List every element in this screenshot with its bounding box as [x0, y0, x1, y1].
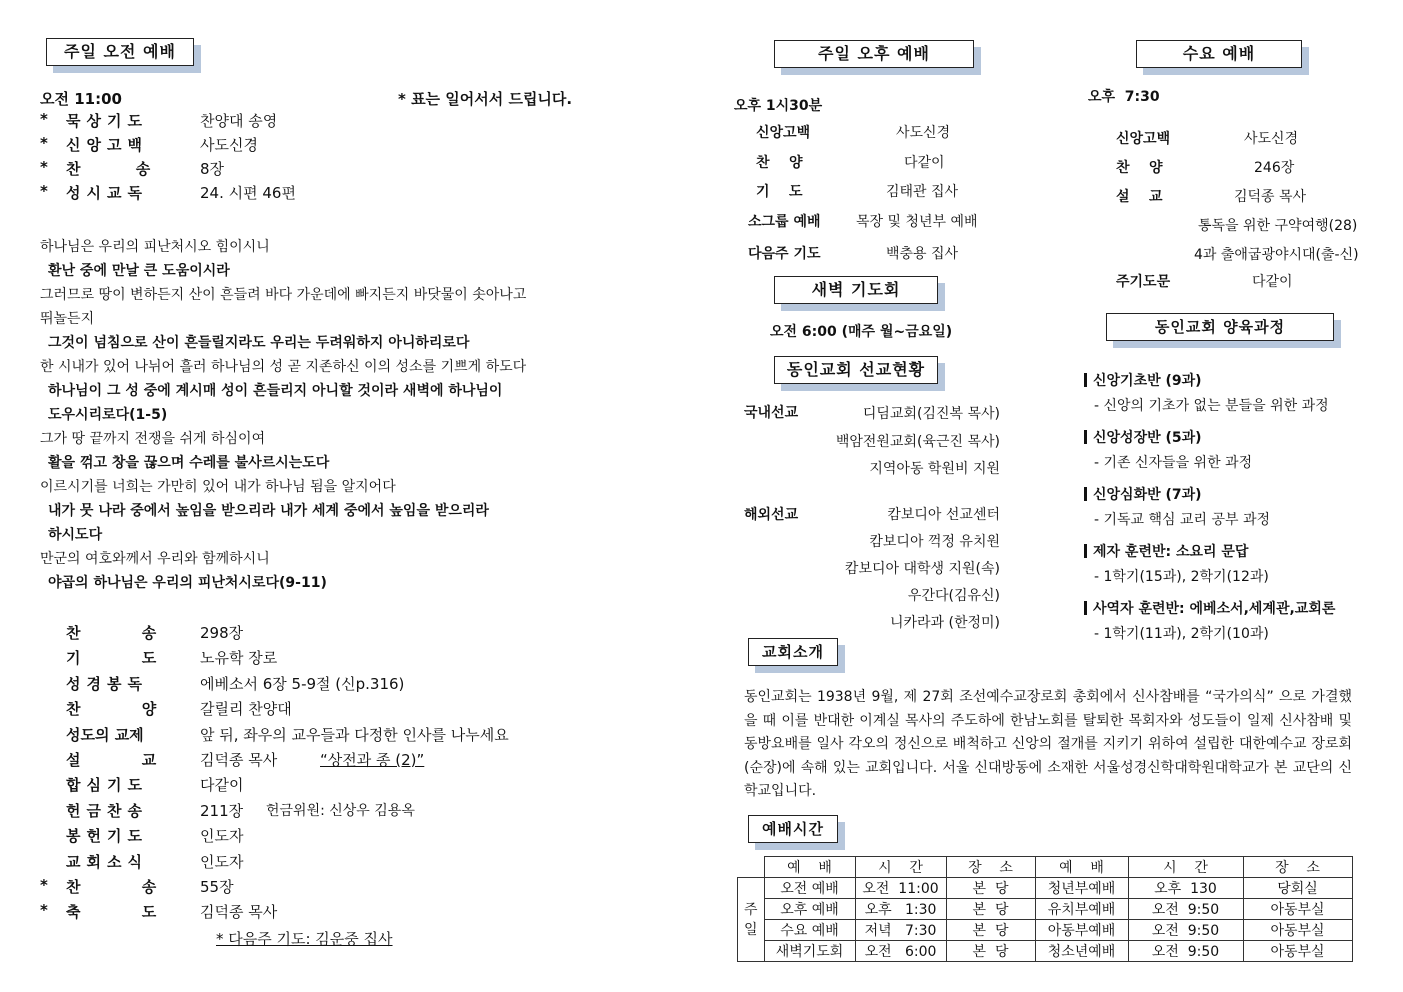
- order-value: 에베소서 6장 5-9절 (신p.316): [200, 674, 405, 693]
- table-cell: 아동부실: [1243, 920, 1352, 941]
- order-item: [1116, 186, 1366, 215]
- table-cell: 오후 1:30: [855, 899, 946, 920]
- dawn-prayer-title: 새벽 기도회: [774, 276, 938, 304]
- mission-item: 캄보디아 꺽정 유치원: [869, 534, 1000, 550]
- course-name: 사역자 훈련반: 에베소서,세계관,교회론: [1093, 601, 1336, 617]
- course-name: 신앙성장반 (5과): [1093, 430, 1202, 446]
- mission-item: 지역아동 학원비 지원: [869, 461, 1000, 477]
- psalm-line: 야곱의 하나님은 우리의 피난처시로다(9-11): [48, 575, 327, 591]
- order-label: 성경봉독: [66, 674, 148, 693]
- order-value: 김덕종 목사: [1234, 189, 1307, 205]
- order-value: 김태관 집사: [886, 184, 959, 200]
- stand-mark: *: [40, 134, 48, 152]
- course-item: [1084, 598, 1384, 655]
- order-value: 갈릴리 찬양대: [200, 700, 292, 719]
- order-label: 찬 송: [66, 160, 157, 178]
- table-cell: 오후 130: [1128, 878, 1243, 899]
- psalm-line: 그러므로 땅이 변하든지 산이 흔들려 바다 가운데에 빠지든지 바닷물이 솟아나고: [40, 287, 527, 303]
- lords-prayer-label: 주기도문: [1116, 274, 1171, 290]
- psalm-line: 하나님은 우리의 피난처시오 힘이시니: [40, 239, 270, 255]
- table-header: 장 소: [946, 857, 1035, 878]
- table-row: [738, 941, 1353, 962]
- schedule-title: 예배시간: [748, 815, 838, 843]
- afternoon-time: 오후 1시30분: [734, 98, 823, 114]
- order-value: 다같이: [904, 154, 945, 171]
- order-value: 24. 시편 46편: [200, 184, 296, 202]
- table-cell: 청소년예배: [1035, 941, 1128, 962]
- order-value: 찬양대 송영: [200, 112, 278, 130]
- order-item: [40, 876, 640, 901]
- table-cell: 유치부예배: [1035, 899, 1128, 920]
- order-value: 8장: [200, 160, 225, 178]
- table-cell: 수요 예배: [764, 920, 855, 941]
- order-value: 김덕종 목사: [200, 750, 278, 769]
- order-label: 신앙고백: [756, 125, 811, 141]
- order-item: [744, 152, 1014, 182]
- overseas-mission-list: [800, 502, 1000, 637]
- order-item: [744, 243, 1014, 273]
- order-value: 사도신경: [1244, 131, 1299, 147]
- table-row: [738, 920, 1353, 941]
- table-cell: 아동부실: [1243, 941, 1352, 962]
- order-value: 55장: [200, 877, 234, 896]
- psalm-line: 환난 중에 만날 큰 도움이시라: [48, 263, 230, 279]
- table-header: 시 간: [1128, 857, 1243, 878]
- table-corner: [738, 857, 765, 878]
- table-header: 예 배: [1035, 857, 1128, 878]
- table-cell: 오전 11:00: [855, 878, 946, 899]
- order-value: 김덕종 목사: [200, 903, 278, 922]
- stand-mark: *: [40, 182, 48, 200]
- order-item: [744, 211, 1014, 243]
- wednesday-order: [1116, 128, 1366, 215]
- morning-worship-title: 주일 오전 예배: [46, 38, 194, 66]
- table-cell: 오전 9:50: [1128, 899, 1243, 920]
- order-label: 묵상기도: [66, 112, 148, 130]
- table-cell: 오후 예배: [764, 899, 855, 920]
- table-row: [738, 899, 1353, 920]
- order-item: [1116, 157, 1366, 186]
- order-label: 설 교: [66, 750, 163, 769]
- church-intro-text: 동인교회는 1938년 9월, 제 27회 조선예수교장로회 총회에서 신사참배를 “국가의식” 으로 가결했을 때 이를 반대한 이계실 목사의 주도하에 한남노회를 탈퇴한 목회자와 성도들이 일제 신사참배 및 동방요배를 일사 각오의 정신으로 배척하고 신앙의 절개를 지키기 위하여 설립한 대한예수교 장로회(순장)에 속해 있는 교회입니다. 서울 신대방동에 소재한 서울성경신학대학원대학교가 본 교단의 신학교입니다.: [744, 689, 1352, 799]
- order-item: [40, 825, 640, 850]
- domestic-mission-label: 국내선교: [744, 405, 799, 421]
- order-label: 성도의 교제: [66, 725, 144, 744]
- order-value: 298장: [200, 624, 244, 642]
- morning-worship-time: 오전 11:00: [40, 90, 122, 108]
- table-cell: 본 당: [946, 941, 1035, 962]
- order-label: 찬 양: [1116, 160, 1163, 176]
- order-value: 사도신경: [896, 125, 951, 141]
- mission-item: 디딤교회(김진복 목사): [862, 406, 1000, 422]
- order-item: [40, 749, 640, 774]
- stand-mark: *: [40, 901, 48, 920]
- stand-note: * 표는 일어서서 드립니다.: [398, 90, 573, 108]
- order-item: [40, 182, 296, 202]
- mission-item: 캄보디아 선교센터: [887, 507, 1000, 523]
- order-item: [40, 724, 640, 749]
- stand-mark: *: [40, 158, 48, 176]
- course-desc: - 기존 신자들을 위한 과정: [1094, 455, 1253, 471]
- wednesday-sermon-series: 통독을 위한 구약여행(28): [1198, 218, 1358, 234]
- mission-item: 캄보디아 대학생 지원(속): [844, 561, 1000, 577]
- table-cell: 아동부실: [1243, 899, 1352, 920]
- order-label: 합심기도: [66, 776, 148, 795]
- order-item: [40, 774, 640, 799]
- psalm-line: 내가 뭇 나라 중에서 높임을 받으리라 내가 세계 중에서 높임을 받으리라: [48, 503, 489, 519]
- table-cell: 당회실: [1243, 878, 1352, 899]
- bullet-bar-icon: [1084, 487, 1087, 501]
- table-header: 시 간: [855, 857, 946, 878]
- table-header: 장 소: [1243, 857, 1352, 878]
- order-item: [40, 800, 640, 825]
- order-value: 목장 및 청년부 예배: [856, 213, 978, 230]
- bullet-bar-icon: [1084, 430, 1087, 444]
- order-item: [40, 698, 640, 723]
- psalm-line: 하시도다: [48, 527, 103, 543]
- order-value: 앞 뒤, 좌우의 교우들과 다정한 인사를 나누세요: [200, 725, 509, 744]
- order-label: 신앙고백: [66, 136, 148, 154]
- table-cell: 오전 9:50: [1128, 920, 1243, 941]
- course-desc: - 신앙의 기초가 없는 분들을 위한 과정: [1094, 398, 1329, 414]
- table-cell: 오전 9:50: [1128, 941, 1243, 962]
- table-cell: 오전 예배: [764, 878, 855, 899]
- table-cell: 아동부예배: [1035, 920, 1128, 941]
- psalm-line: 하나님이 그 성 중에 계시매 성이 흔들리지 아니할 것이라 새벽에 하나님이: [48, 383, 503, 399]
- lords-prayer-value: 다같이: [1252, 274, 1293, 290]
- wednesday-sermon-lesson: 4과 출애굽광야시대(출-신): [1194, 247, 1359, 263]
- courses-list: [1084, 370, 1384, 655]
- order-value: 인도자: [200, 852, 244, 871]
- overseas-mission-label: 해외선교: [744, 507, 799, 523]
- course-item: [1084, 484, 1384, 541]
- table-cell: 새벽기도회: [764, 941, 855, 962]
- afternoon-order: [744, 122, 1014, 272]
- table-cell: 청년부예배: [1035, 878, 1128, 899]
- order-item: [40, 134, 258, 154]
- table-cell: 본 당: [946, 878, 1035, 899]
- sermon-title: “상전과 종 (2)”: [320, 750, 425, 769]
- course-name: 신앙심화반 (7과): [1093, 487, 1202, 503]
- course-desc: - 1학기(15과), 2학기(12과): [1094, 569, 1269, 585]
- order-item: [40, 647, 640, 672]
- order-item: [40, 673, 640, 698]
- order-label: 기 도: [66, 649, 163, 668]
- order-item: [40, 851, 640, 876]
- table-header: 예 배: [764, 857, 855, 878]
- order-item: [744, 181, 1014, 211]
- order-label: 성시교독: [66, 184, 148, 202]
- psalm-line: 이르시기를 너희는 가만히 있어 내가 하나님 됨을 알지어다: [40, 479, 396, 495]
- mission-title: 동인교회 선교현황: [774, 356, 938, 384]
- order-value: 다같이: [200, 776, 244, 795]
- psalm-line: 만군의 여호와께서 우리와 함께하시니: [40, 551, 270, 567]
- psalm-line: 그가 땅 끝까지 전쟁을 쉬게 하심이여: [40, 431, 266, 447]
- course-name: 제자 훈련반: 소요리 문답: [1093, 544, 1249, 560]
- mission-item: 니카라과 (한정미): [889, 615, 1000, 631]
- psalm-reading: [40, 235, 620, 595]
- afternoon-worship-title: 주일 오후 예배: [774, 40, 974, 68]
- order-label: 신앙고백: [1116, 131, 1171, 147]
- order-label: 찬 양: [756, 154, 803, 171]
- order-item: [40, 901, 640, 926]
- order-item: [1116, 128, 1366, 157]
- course-item: [1084, 427, 1384, 484]
- mission-item: 백암전원교회(육근진 목사): [835, 433, 1000, 450]
- schedule-table: [737, 856, 1353, 962]
- order-label: 교회소식: [66, 852, 148, 871]
- table-cell: 본 당: [946, 920, 1035, 941]
- table-row: [738, 878, 1353, 899]
- order-label: 축 도: [66, 903, 163, 922]
- order-label: 기 도: [756, 184, 803, 200]
- sunday-side-label: 주일: [738, 878, 765, 962]
- wednesday-worship-title: 수요 예배: [1136, 40, 1302, 68]
- order-label: 설 교: [1116, 189, 1163, 205]
- church-intro-title: 교회소개: [748, 638, 838, 666]
- psalm-line: 한 시내가 있어 나뉘어 흘러 하나님의 성 곧 지존하신 이의 성소를 기쁘게 하도다: [40, 359, 527, 375]
- bullet-bar-icon: [1084, 544, 1087, 558]
- psalm-line: 도우시리로다(1-5): [48, 407, 168, 423]
- next-week-prayer: * 다음주 기도: 김운중 집사: [216, 930, 393, 948]
- course-item: [1084, 370, 1384, 427]
- order-value: 노유학 장로: [200, 649, 278, 668]
- course-desc: - 기독교 핵심 교리 공부 과정: [1094, 512, 1271, 528]
- order-item: [744, 122, 1014, 152]
- course-item: [1084, 541, 1384, 598]
- mission-item: 우간다(김유신): [907, 588, 1000, 604]
- order-label: 찬 송: [66, 624, 163, 642]
- wednesday-time: 오후 7:30: [1088, 89, 1160, 105]
- course-desc: - 1학기(11과), 2학기(10과): [1094, 626, 1269, 642]
- order-bottom-list: [40, 622, 640, 927]
- bullet-bar-icon: [1084, 601, 1087, 615]
- table-cell: 오전 6:00: [855, 941, 946, 962]
- order-item: [40, 622, 640, 647]
- stand-mark: *: [40, 875, 48, 894]
- psalm-line: 그것이 넘침으로 산이 흔들릴지라도 우리는 두려워하지 아니하리로다: [48, 335, 470, 351]
- stand-mark: *: [40, 110, 48, 128]
- psalm-line: 뛰놀든지: [40, 311, 95, 327]
- table-cell: 본 당: [946, 899, 1035, 920]
- psalm-line: 활을 꺾고 창을 끊으며 수레를 불사르시는도다: [48, 455, 330, 471]
- order-label: 찬 양: [66, 700, 163, 719]
- order-label: 봉헌기도: [66, 827, 148, 846]
- order-label: 헌금찬송: [66, 801, 148, 820]
- offering-team: 헌금위원: 신상우 김용옥: [266, 802, 415, 819]
- order-value: 211장: [200, 801, 244, 820]
- dawn-prayer-time: 오전 6:00 (매주 월~금요일): [770, 324, 953, 340]
- order-label: 소그룹 예배: [748, 213, 821, 230]
- course-name: 신앙기초반 (9과): [1093, 373, 1202, 389]
- order-value: 246장: [1254, 160, 1295, 176]
- order-label: 찬 송: [66, 877, 163, 896]
- order-item: [40, 110, 278, 130]
- order-label: 다음주 기도: [748, 245, 821, 262]
- table-header-row: [738, 857, 1353, 878]
- domestic-mission-list: [800, 401, 1000, 484]
- table-cell: 저녁 7:30: [855, 920, 946, 941]
- order-value: 백충용 집사: [886, 245, 959, 262]
- courses-title: 동인교회 양육과정: [1106, 313, 1334, 341]
- order-item: [40, 158, 225, 178]
- order-value: 인도자: [200, 827, 244, 846]
- order-value: 사도신경: [200, 136, 258, 154]
- bullet-bar-icon: [1084, 373, 1087, 387]
